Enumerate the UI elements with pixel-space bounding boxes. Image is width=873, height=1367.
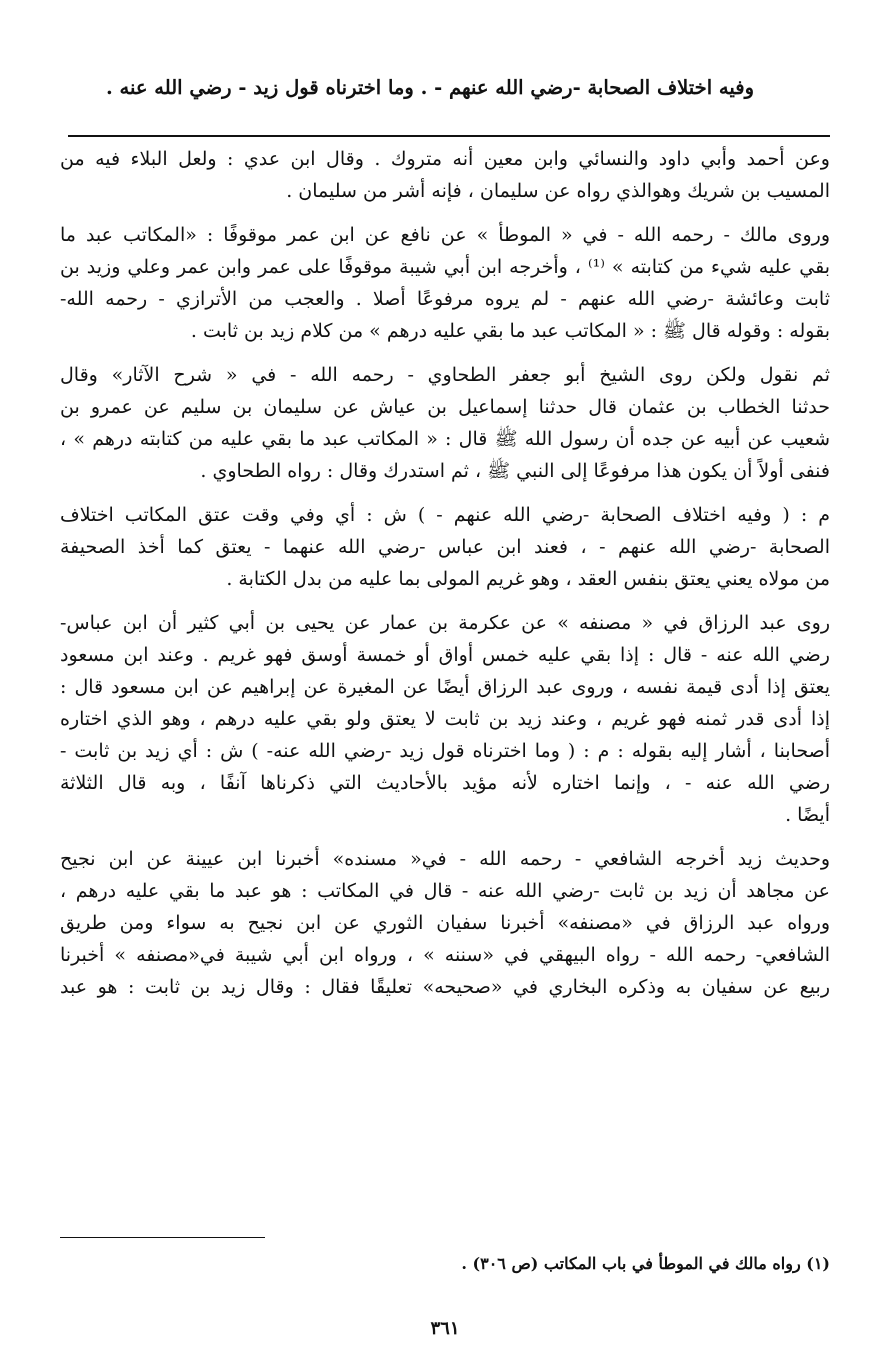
page-number: ٣٦١ [430,1318,460,1339]
paragraph-6 [60,843,830,1003]
footnote-divider [60,1237,265,1238]
book-page [60,0,830,1367]
text-line: عن مجاهد أن زيد بن ثابت -رضي الله عنه - قال في المكاتب : هو عبد ما بقي عليه درهم ، [60,880,830,902]
text-line: ورواه عبد الرزاق في «مصنفه» أخبرنا سفيان الثوري عن ابن نجيح به سواء ومن طريق [60,912,830,934]
text-line: بقي عليه شيء من كتابته » ⁽¹⁾ ، وأخرجه ابن أبي شيبة موقوفًا على عمر وابن عمر وعلي وزيد بن [60,256,830,278]
text-line: رضي الله عنه - ، وإنما اختاره لأنه مؤيد بالأحاديث التي ذكرناها آنفًا ، وبه قال الثلاثة [60,772,830,794]
text-line: وعن أحمد وأبي داود والنسائي وابن معين أنه متروك . وقال ابن عدي : ولعل البلاء فيه من [60,148,830,170]
paragraph-3 [60,359,830,487]
text-line: وحديث زيد أخرجه الشافعي - رحمه الله - في« مسنده» أخبرنا ابن عيينة عن ابن نجيح [60,848,830,870]
text-line: حدثنا الخطاب بن عثمان قال حدثنا إسماعيل بن عياش عن سليمان بن سليم عن عمرو بن [60,396,830,418]
text-line: فنفى أولاً أن يكون هذا مرفوعًا إلى النبي ﷺ ، ثم استدرك وقال : رواه الطحاوي . [200,460,830,482]
text-line: أيضًا . [785,804,830,826]
paragraph-4 [60,499,830,595]
text-line: ثابت وعائشة -رضي الله عنهم - لم يروه مرفوعًا أصلا . والعجب من الأترازي - رحمه الله- [60,288,830,310]
text-line: الشافعي- رحمه الله - رواه البيهقي في «سننه » ، ورواه ابن أبي شيبة في«مصنفه » أخبرنا [60,944,830,966]
text-line: إذا أدى قدر ثمنه فهو غريم ، وعند زيد بن ثابت لا يعتق ولو بقي عليه درهم ، وهو الذي اختاره [60,708,830,730]
paragraph-5 [60,607,830,831]
text-line: وروى مالك - رحمه الله - في « الموطأ » عن نافع عن ابن عمر موقوفًا : «المكاتب عبد ما [60,224,830,246]
page-header: وفيه اختلاف الصحابة -رضي الله عنهم - . وما اخترناه قول زيد - رضي الله عنه . [105,76,755,99]
text-line: من مولاه يعني يعتق بنفس العقد ، وهو غريم المولى بما عليه من بدل الكتابة . [226,568,830,590]
text-line: بقوله : وقوله قال ﷺ : « المكاتب عبد ما بقي عليه درهم » من كلام زيد بن ثابت . [190,320,830,342]
page-body [60,143,830,1003]
text-line: روى عبد الرزاق في « مصنفه » عن عكرمة بن عمار عن يحيى بن أبي كثير أن ابن عباس- [60,612,830,634]
text-line: رضي الله عنه - قال : إذا بقي عليه خمس أواق أو خمسة أوسق فهو غريم . وعند ابن مسعود [60,644,830,666]
text-line: أصحابنا ، أشار إليه بقوله : م : ( وما اخترناه قول زيد -رضي الله عنه- ) ش : أي زيد بن ثابت - [60,740,830,762]
text-line: ثم نقول ولكن روى الشيخ أبو جعفر الطحاوي - رحمه الله - في « شرح الآثار» وقال [60,364,830,386]
text-line: ربيع عن سفيان به وذكره البخاري في «صحيحه» تعليقًا فقال : وقال زيد بن ثابت : هو عبد [60,976,830,998]
text-line: شعيب عن أبيه عن جده أن رسول الله ﷺ قال : « المكاتب عبد ما بقي عليه من كتابته درهم » ، [60,428,830,450]
footnote: (١) رواه مالك في الموطأ في باب المكاتب (ص ٣٠٦) . [461,1254,830,1273]
paragraph-1 [60,143,830,207]
text-line: المسيب بن شريك وهوالذي رواه عن سليمان ، فإنه أشر من سليمان . [286,180,830,202]
text-line: يعتق إذا أدى قيمة نفسه ، وروى عبد الرزاق أيضًا عن المغيرة عن إبراهيم عن ابن مسعود قال : [60,676,830,698]
text-line: م : ( وفيه اختلاف الصحابة -رضي الله عنهم - ) ش : أي وفي وقت عتق المكاتب اختلاف [60,504,830,526]
header-divider [68,135,830,137]
text-line: الصحابة -رضي الله عنهم - ، فعند ابن عباس -رضي الله عنهما - يعتق كما أخذ الصحيفة [60,536,830,558]
paragraph-2 [60,219,830,347]
